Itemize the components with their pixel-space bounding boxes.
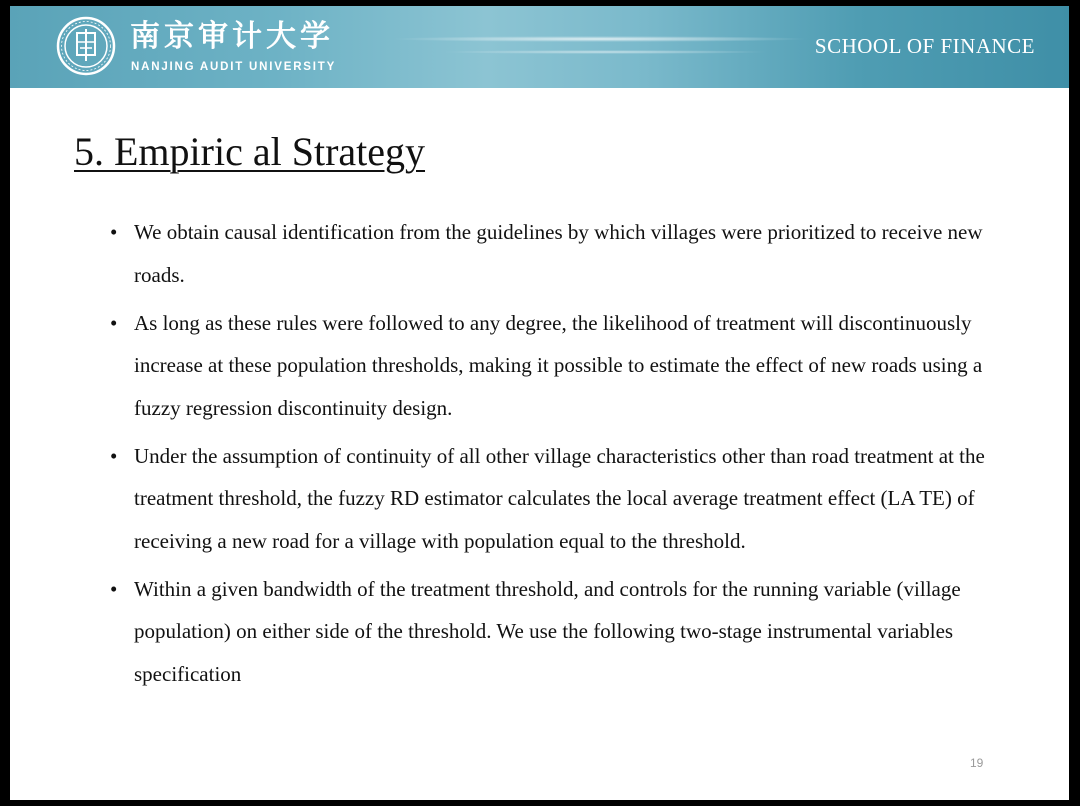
university-name-english: NANJING AUDIT UNIVERSITY [131,61,337,73]
slide-title: 5. Empiric al Strategy [74,129,426,174]
bullet-text: We obtain causal identification from the guidelines by which villages were prioritized to receive new roads. [134,220,983,287]
bullet-text: As long as these rules were followed to any degree, the likelihood of treatment will discontinuously increase at these population thresholds, making it possible to estimate the effect of new roads using a fuzzy regression discontinuity design. [134,310,983,420]
school-name: SCHOOL OF FINANCE [814,34,1035,58]
slide [10,6,1069,800]
bullet-icon: • [110,576,118,601]
bullet-list [110,211,1010,701]
bullet-icon: • [110,220,118,244]
page-number: 19 [970,756,984,770]
bullet-icon: • [110,310,118,335]
bullet-text: Within a given bandwidth of the treatment threshold, and controls for the running variable (village population) on either side of the threshold. We use the following two-stage instrumental variables specification [134,576,961,686]
university-name-chinese: 南京审计大学 [130,19,334,54]
bullet-item [110,568,1010,696]
bullet-text: Under the assumption of continuity of all other village characteristics other than road treatment at the treatment threshold, the fuzzy RD estimator calculates the local average treatment effect (LA TE) of receiving a new road for a village with population equal to the threshold. [134,443,985,553]
bullet-icon: • [110,443,118,468]
university-seal-icon [56,16,116,76]
bullet-item [110,435,1010,563]
banner-light-streak [390,36,810,42]
bullet-item [110,302,1010,430]
header-banner [10,6,1069,88]
banner-light-streak [440,50,770,54]
bullet-item [110,211,1010,296]
